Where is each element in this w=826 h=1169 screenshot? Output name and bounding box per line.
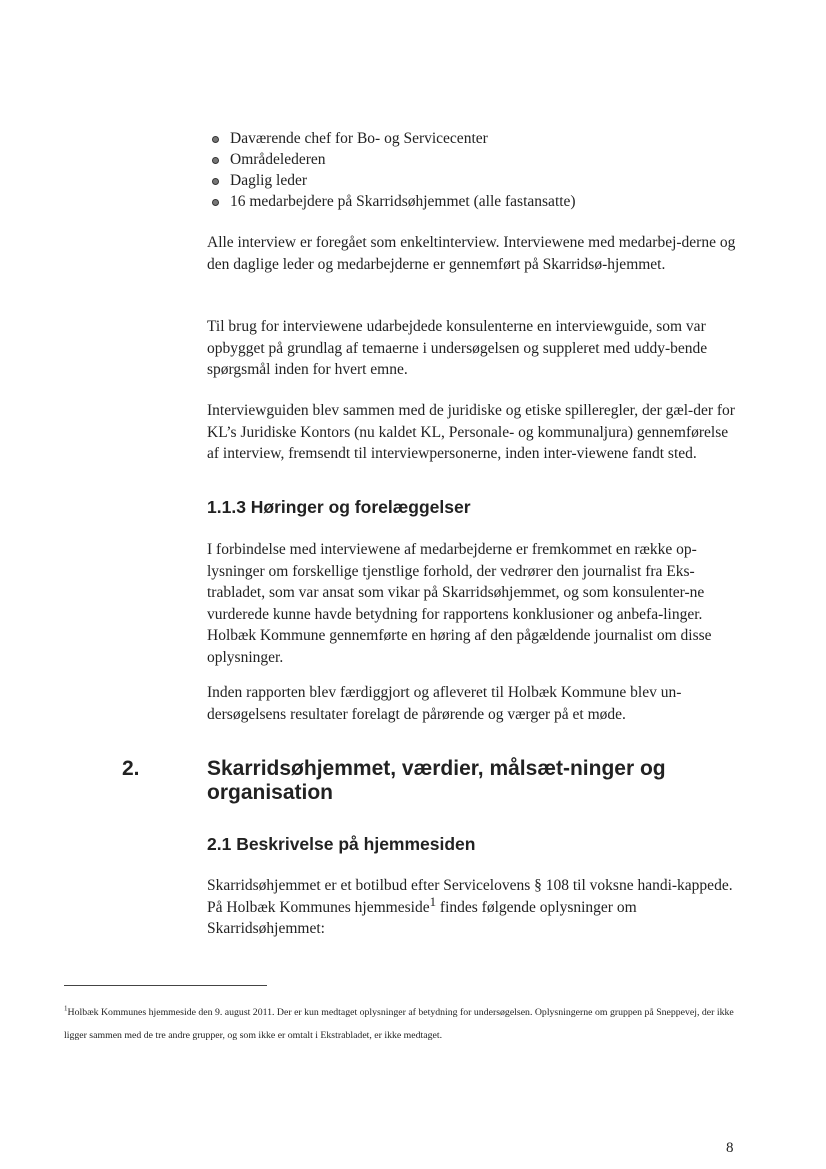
paragraph-interview-form: Alle interview er foregået som enkeltinterview. Interviewene med medarbej-derne og den daglige leder og medarbejderne er gennemført på Skarridsø-hjemmet.: [207, 234, 736, 273]
chapter-title: Skarridsøhjemmet, værdier, målsæt-ninger og organisation: [207, 757, 666, 804]
bullet-icon: [212, 157, 219, 164]
footnote: [64, 1001, 754, 1047]
list-item: [210, 170, 576, 191]
paragraph-interview-guide: Til brug for interviewene udarbejdede konsulenterne en interviewguide, som var opbygget på grundlag af temaerne i undersøgelsen og suppleret med uddy-bende spørgsmål inden for hvert emne.: [207, 318, 708, 378]
footnote-text: Holbæk Kommunes hjemmeside den 9. august 2011. Der er kun medtaget oplysninger af betydning for undersøgelsen. Oplysningerne om gruppen på Sneppevej, der ikke ligger sammen med de tre andre grupper, og som ikke er omtalt i Ekstrabladet, er ikke medtaget.: [64, 1007, 734, 1041]
interviewee-list: [210, 128, 576, 212]
page-number: 8: [726, 1140, 734, 1156]
paragraph-presentation: Inden rapporten blev færdiggjort og afleveret til Holbæk Kommune blev un-dersøgelsens resultater forelagt de pårørende og værger på et møde.: [207, 684, 682, 723]
footnote-reference: 1: [429, 893, 437, 909]
paragraph-rules: Interviewguiden blev sammen med de juridiske og etiske spilleregler, der gæl-der for KL’s Juridiske Kontors (nu kaldet KL, Personale- og kommunaljura) gennemførelse af interview, fremsendt til interviewpersonerne, inden inter-viewene fandt sted.: [207, 402, 735, 462]
list-item-text: Områdelederen: [230, 151, 326, 168]
list-item: [210, 149, 576, 170]
bullet-icon: [212, 178, 219, 185]
paragraph-description: [207, 875, 737, 940]
paragraph-hearing: I forbindelse med interviewene af medarbejderne er fremkommet en række op-lysninger om forskellige tjenstlige forhold, der vedrører den journalist fra Eks-trabladet, som var ansat som vikar på Skarridsøhjemmet, og som konsulenter-ne vurderede kunne havde betydning for rapportens konklusioner og anbefa-linger. Holbæk Kommune gennemførte en høring af den pågældende journalist om disse oplysninger.: [207, 541, 712, 666]
footnote-marker: 1: [64, 1004, 68, 1013]
list-item-text: Daværende chef for Bo- og Servicecenter: [230, 130, 488, 147]
paragraph-text: Skarridsøhjemmet er et botilbud efter Servicelovens § 108 til voksne handi-kappede. På Holbæk Kommunes hjemmeside: [207, 877, 733, 916]
section-heading-2-1: 2.1 Beskrivelse på hjemmesiden: [207, 834, 476, 854]
section-heading-1-1-3: 1.1.3 Høringer og forelæggelser: [207, 497, 471, 517]
list-item: [210, 191, 576, 212]
list-item: [210, 128, 576, 149]
paragraph-text: findes følgende oplysninger om Skarridsøhjemmet:: [207, 898, 637, 937]
bullet-icon: [212, 136, 219, 143]
footnote-divider: [64, 985, 267, 986]
bullet-icon: [212, 199, 219, 206]
list-item-text: 16 medarbejdere på Skarridsøhjemmet (alle fastansatte): [230, 193, 576, 210]
list-item-text: Daglig leder: [230, 172, 308, 189]
chapter-number: 2.: [122, 757, 140, 780]
